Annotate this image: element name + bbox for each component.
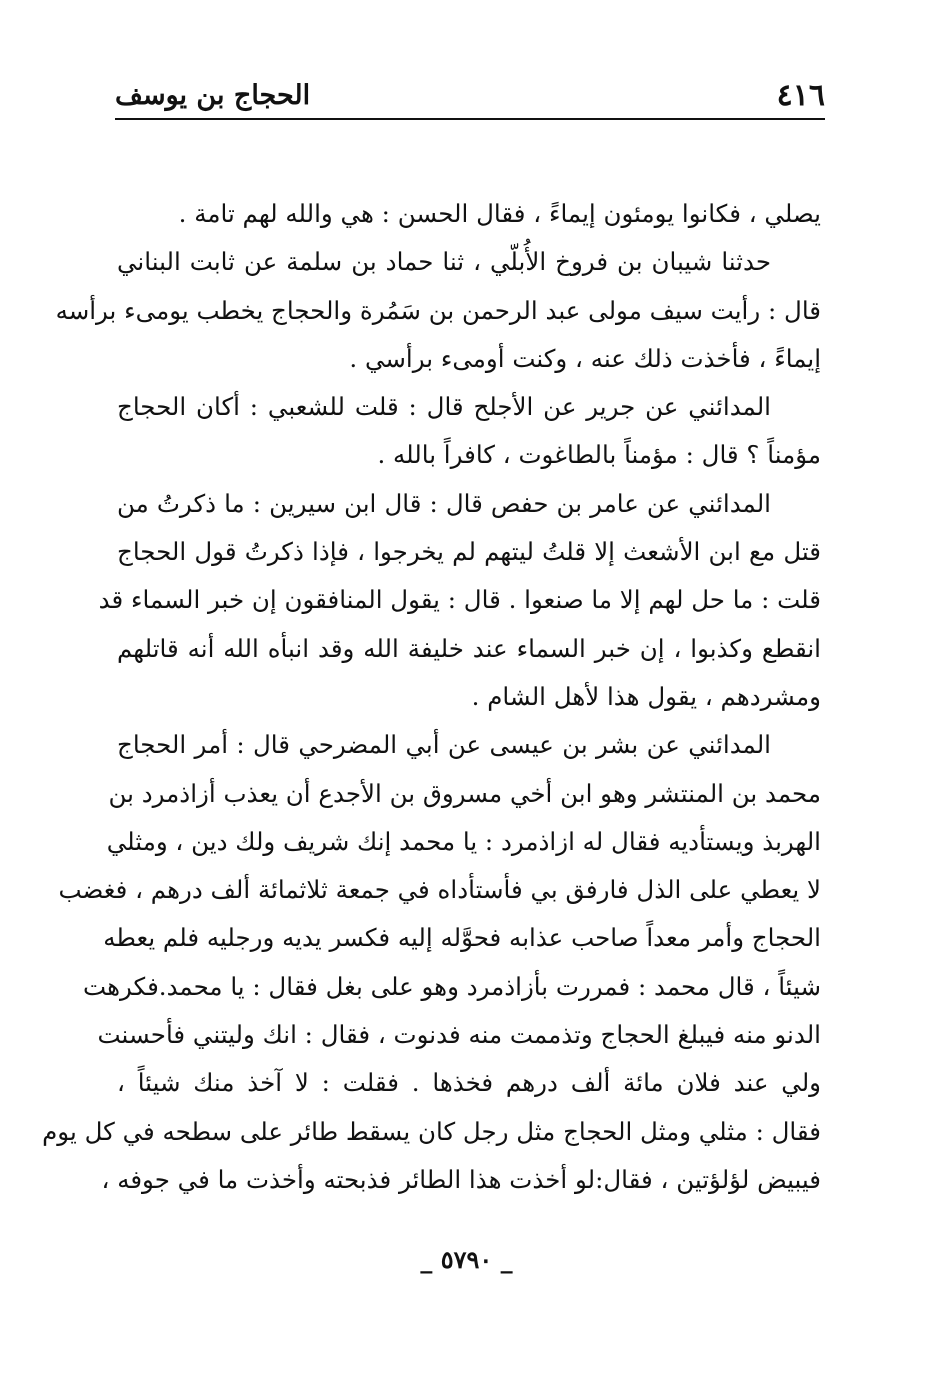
text-line: فقال : مثلي ومثل الحجاج مثل رجل كان يسقط طائر على سطحه في كل يوم (42, 1116, 821, 1146)
header-rule (115, 118, 825, 120)
text-line: محمد بن المنتشر وهو ابن أخي مسروق بن الأجدع أن يعذب أزاذمرد بن (108, 778, 821, 808)
text-line: المدائني عن بشر بن عيسى عن أبي المضرحي قال : أمر الحجاج (117, 730, 771, 760)
page-number: ٤١٦ (776, 78, 825, 113)
text-line: ومشردهم ، يقول هذا لأهل الشام . (471, 681, 821, 711)
text-line: انقطع وكذبوا ، إن خبر السماء عند خليفة الله وقد انبأه الله أنه قاتلهم (117, 633, 821, 663)
running-title: الحجاج بن يوسف (115, 80, 311, 111)
text-line: لا يعطي على الذل فارفق بي فأستأداه في جمعة ثلاثمائة ألف درهم ، فغضب (58, 875, 821, 905)
text-line: حدثنا شيبان بن فروخ الأُبلّي ، ثنا حماد بن سلمة عن ثابت البناني (117, 247, 771, 277)
footer-folio: _ ٥٧٩٠ _ (420, 1245, 513, 1274)
text-line: فيبيض لؤلؤتين ، فقال:لو أخذت هذا الطائر فذبحته وأخذت ما في جوفه ، (101, 1164, 821, 1194)
text-line: المدائني عن جرير عن الأجلح قال : قلت للشعبي : أكان الحجاج (117, 392, 771, 422)
text-line: شيئاً ، قال محمد : فمررت بأزاذمرد وهو على بغل فقال : يا محمد.فكرهت (83, 971, 821, 1001)
text-line: إيماءً ، فأخذت ذلك عنه ، وكنت أومىء برأسي . (349, 343, 821, 373)
text-line: قال : رأيت سيف مولى عبد الرحمن بن سَمُرة والحجاج يخطب يومىء برأسه (55, 295, 821, 325)
page-header (115, 78, 825, 118)
body-text (42, 190, 821, 1204)
text-line: قلت : ما حل لهم إلا ما صنعوا . قال : يقول المنافقون إن خبر السماء قد (98, 585, 821, 615)
text-line: مؤمناً ؟ قال : مؤمناً بالطاغوت ، كافراً بالله . (377, 440, 821, 470)
text-line: الدنو منه فيبلغ الحجاج وتذممت منه فدنوت ، فقال : انك وليتني فأحسنت (97, 1020, 821, 1050)
text-line: يصلي ، فكانوا يومئون إيماءً ، فقال الحسن : هي والله لهم تامة . (178, 199, 821, 228)
text-line: قتل مع ابن الأشعث إلا قلتُ ليتهم لم يخرجوا ، فإذا ذكرتُ قول الحجاج (117, 537, 821, 567)
text-line: المدائني عن عامر بن حفص قال : قال ابن سيرين : ما ذكرتُ من (117, 488, 771, 518)
text-line: الحجاج وأمر معداً صاحب عذابه فحوَّله إليه فكسر يديه ورجليه فلم يعطه (103, 923, 821, 953)
text-line: ولي عند فلان مائة ألف درهم فخذها . فقلت : لا آخذ منك شيئاً ، (117, 1068, 821, 1098)
text-line: الهربذ ويستأديه فقال له ازاذمرد : يا محمد إنك شريف ولك دين ، ومثلي (106, 826, 821, 856)
